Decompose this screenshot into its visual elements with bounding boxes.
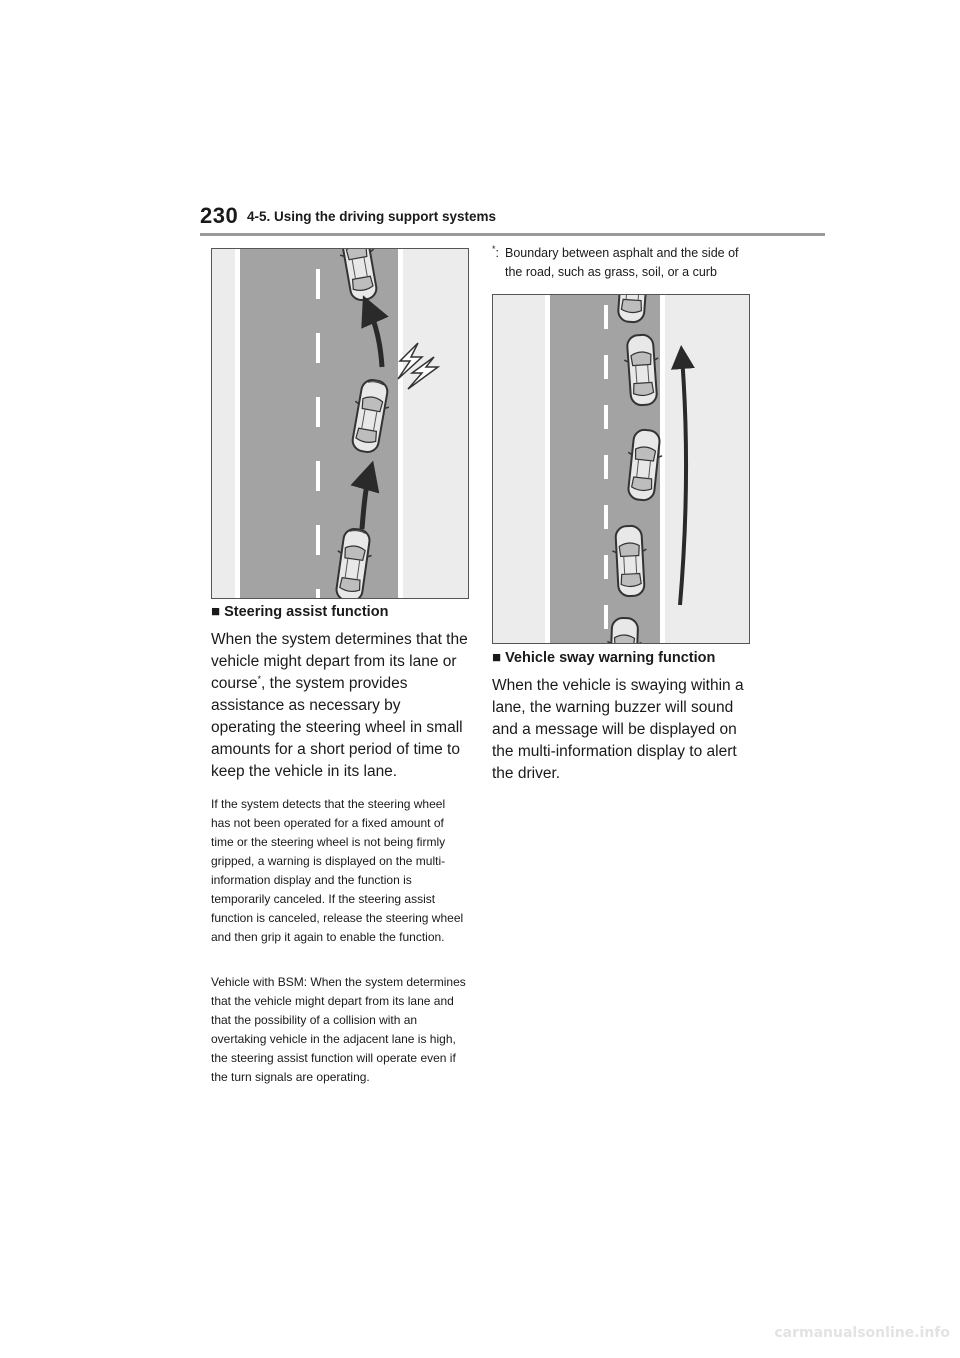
vehicle-sway-illustration [492, 294, 750, 644]
lane-line-left [545, 295, 550, 643]
header-rule [200, 233, 825, 236]
lane-line-left [235, 249, 240, 598]
steering-assist-paragraph: When the system determines that the vehicle might depart from its lane or course*, the system provides assistance as necessary by operating the steering wheel in small amounts for a short period of time to keep the vehicle in its lane. [211, 631, 468, 780]
footnote-ref: * [257, 673, 262, 684]
page-number: 230 [200, 203, 239, 228]
bsm-note: Vehicle with BSM: When the system determines that the vehicle might depart from its lane and that the possibility of a collision with an overtaking vehicle in the adjacent lane is high, the steering assist function will operate even if the turn signals are operating. [211, 975, 466, 1084]
steering-wheel-note: If the system detects that the steering wheel has not been operated for a fixed amount of time or the steering wheel is not being firmly gripped, a warning is displayed on the multi-information display and the function is temporarily canceled. If the steering assist function is canceled, release the steering wheel and then grip it again to enable the function. [211, 797, 464, 944]
vehicle-sway-heading: ■ Vehicle sway warning function [492, 649, 716, 666]
footnote-text: Boundary between asphalt and the side of the road, such as grass, soil, or a curb [505, 246, 739, 279]
footnote [492, 244, 754, 282]
section-marker-icon: ■ [211, 603, 221, 620]
vehicle-sway-svg [493, 295, 749, 643]
lane-line-right [398, 249, 403, 598]
steering-assist-heading: ■ Steering assist function [211, 603, 389, 620]
steering-assist-illustration [211, 248, 469, 599]
watermark-text: carmanualsonline.info [774, 1325, 950, 1341]
section-marker-icon: ■ [492, 649, 502, 666]
footnote-mark: *: [492, 243, 499, 260]
watermark-logo [720, 1322, 950, 1342]
section-title: 4-5. Using the driving support systems [247, 209, 497, 224]
lane-line-right [660, 295, 665, 643]
page-header [200, 203, 825, 235]
steering-assist-svg [212, 249, 468, 598]
vehicle-sway-paragraph: When the vehicle is swaying within a lane, the warning buzzer will sound and a message will be displayed on the multi-information display to alert the driver. [492, 677, 744, 782]
